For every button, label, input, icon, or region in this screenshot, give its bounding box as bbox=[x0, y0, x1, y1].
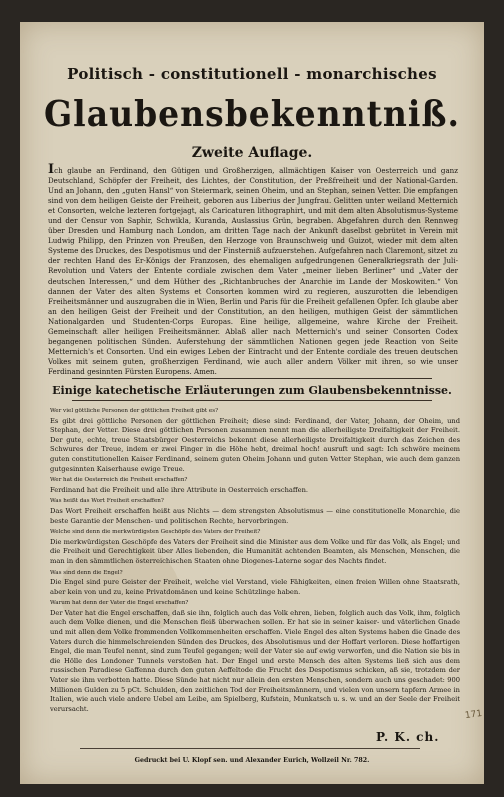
document-title: Glaubensbekenntniß. bbox=[44, 92, 460, 135]
author-signature: P. K. ch. bbox=[376, 730, 440, 744]
section-divider bbox=[72, 400, 432, 401]
catechism-answer: Die merkwürdigsten Geschöpfe des Vaters der Freiheit sind die Minister aus dem Volke und für das Volk, als Engel; und die Freiheit und Gerechtigkeit über Alles liebenden, die Humanität achtenden Beamten, als Menschen, Menschen, die man in den sämmtlichen österreichischen Staaten ohne Diogenes-Laterne sogar des Nachts findet. bbox=[50, 537, 460, 565]
section-title: Einige katechetische Erläuterungen zum Glaubensbekenntnisse. bbox=[52, 384, 452, 397]
broadside-sheet bbox=[20, 22, 484, 784]
section-divider bbox=[72, 378, 432, 379]
catechism-answer: Der Vater hat die Engel erschaffen, daß sie ihn, folglich auch das Volk ehren, lieben, folglich auch das Volk, ihm, folglich auch dem Volke dienen, und die Menschen fleiß überwachen sollen. Er hat sie in seiner kaiser- und väterlichen Gnade und mit allen dem Volke frommenden Vollkommenheiten erschaffen. Viele Engel des alten Systems haben die Gnade des Vaters durch die himmelschreienden Sünden des Druckes, des Absolutismus und der Hoffart verloren. Diese hoffartigen Engel, die man Teufel nennt, sind zum Teufel gegangen; weil der Vater sie auf ewig verworfen, und die Nation sie bis in die Hölle des Londoner Tunnels verstoßen hat. Der Engel und erste Mensch des alten Systems ließ sich aus dem russischen Paradiese Gaffenna durch den guten Aeffeltode die Frucht des Despotismus schicken, aß sie, trotzdem der Vater sie ihm verbotten hatte. Diese Sünde hat nicht nur allein den ersten Menschen, sondern auch uns geschadet: 900 Millionen Gulden zu 5 pCt. Schulden, den zeitlichen Tod der Freiheitsmännern, und vielen von unsern tapfern Armee in Italien, wie auch viele andere Uebel am Leibe, am Spielberg, Kufstein, Munkatsch u. s. w. und an der Seele der Freiheit verursacht. bbox=[50, 608, 460, 713]
creed-body-text: Ich glaube an Ferdinand, den Gütigen und Großherzigen, allmächtigen Kaiser von Oesterreich und ganz Deutschland, Schöpfer der Freiheit, des Lichtes, der Constitution, der Preßfreiheit und der National-Garden. Und an Johann, den „guten Hansl“ von Steiermark, seinen Oheim, und an Stephan, seinen Vetter. Die empfangen sind von dem heiligen Geiste der Freiheit, geboren aus Liberius der Jungfrau. Gelitten unter weiland Metternich et Consorten, welche lezteren fortgejagt, als Caricaturen lithographirt, und mit dem alten Absolutismus-Systeme und der Censur von Saphir, Schwikla, Kuranda, Auslassius Grün, begraben. Abgefahren durch den Rennweg über Dresden und Hamburg nach London, am dritten Tage nach der Ankunft daselbst gebrütet in Verein mit Ludwig Philipp, den Prinzen von Preußen, den Herzoge von Braunschweig und Guizot, wieder mit dem alten Systeme des Druckes, des Despotismus und der Finsterniß aufzuerstehen. Aufgefahren nach Claremont, sitzet zu der rechten Hand des Er-Königs der Franzosen, des ehemaligen aufgedrungenen Generalkriegsrath der Juli-Revolution und Vaters der Entente cordiale zwischen dem Vater „meiner lieben Berliner“ und „Vater der deutschen Interessen,“ und dem Hüther des „Richtanbruches der Anarchie im Lande der Moskowiten.“ Von dannen der Vater des alten Systems et Consorten kommen wird zu regieren, auszurotten die lebendigen Freiheitsmänner und auszugraben die in Wien, Berlin und Paris für die Freiheit gefallenen Opfer. Ich glaube aber an den heiligen Geist der Freiheit und der Constitution, an den heiligen, muthigen Geist der sämmtlichen Nationalgarden und Studenten-Corps Europas. Eine heilige, allgemeine, wahre Kirche der Freiheit. Gemeinschaft aller heiligen Freiheitsmänner. Ablaß aller nach Metternich's und seiner Consorten Codex begangenen politischen Sünden. Auferstehung der sämmtlichen Nationen gegen jede Reaction von Seite Metternich's et Consorten. Und ein ewiges Leben der Eintracht und der Entente cordiale des treuen deutschen Volkes mit seinem guten, großherzigen Ferdinand, wie auch aller andern Völker mit ihren, so wie unser Ferdinand gesinnten Fürsten Europens. Amen. bbox=[48, 162, 458, 376]
catechism-question: Welche sind denn die merkwürdigsten Geschöpfe des Vaters der Freiheit? bbox=[50, 529, 261, 536]
catechism-answer: Ferdinand hat die Freiheit und alle ihre Attribute in Oesterreich erschaffen. bbox=[50, 485, 309, 494]
catechism-answer: Das Wort Freiheit erschaffen heißt aus Nichts — dem strengsten Absolutismus — eine constitutionelle Monarchie, die beste Garantie der Menschen- und politischen Rechte, hervorbringen. bbox=[50, 506, 460, 525]
catechism-question: Wer hat die Oesterreich die Freiheit erschaffen? bbox=[50, 477, 188, 484]
catechism-question: Wer viel göttliche Personen der göttlichen Freiheit gibt es? bbox=[50, 408, 219, 414]
header-kicker: Politisch - constitutionell - monarchisches bbox=[67, 65, 437, 83]
archive-pencil-mark: 171 bbox=[464, 708, 483, 722]
catechism-block bbox=[50, 405, 460, 714]
catechism-question: Was heißt das Wort Freiheit erschaffen? bbox=[50, 498, 164, 505]
catechism-answer: Die Engel sind pure Geister der Freiheit, welche viel Verstand, viele Fähigkeiten, einen freien Willen ohne Staatsrath, aber kein von und zu, keine Privatdomänen und keine Schützlinge haben. bbox=[50, 578, 460, 596]
footer-divider bbox=[80, 748, 420, 749]
catechism-question: Warum hat denn der Vater die Engel erschaffen? bbox=[50, 600, 189, 607]
printer-imprint: Gedruckt bei U. Klopf sen. und Alexander Eurich, Wollzeil Nr. 782. bbox=[134, 757, 370, 764]
edition-label: Zweite Auflage. bbox=[191, 145, 313, 161]
catechism-answer: Es gibt drei göttliche Personen der göttlichen Freiheit; diese sind: Ferdinand, der Vater, Johann, der Oheim, und Stephan, der Vetter. Diese drei göttlichen Personen zusammen nennt man die allerheiligste Dreifaltigkeit der Freiheit. Der gute, echte, treue Staatsbürger Oesterreichs bekennt diese allerheiligste Dreifaltigkeit durch das Zeichen des Schwures der Treue, indem er zwei Finger in die Höhe hebt, dreimal hoch! ausruft und sagt: Ich schwöre meinem guten constitutionellen Kaiser Ferdinand, seinem guten Oheim Johann und guten Vetter Stephan, wie auch dem ganzen gutgesinnten Kaiserhause ewige Treue. bbox=[50, 416, 460, 473]
catechism-question: Was sind denn die Engel? bbox=[50, 569, 123, 576]
